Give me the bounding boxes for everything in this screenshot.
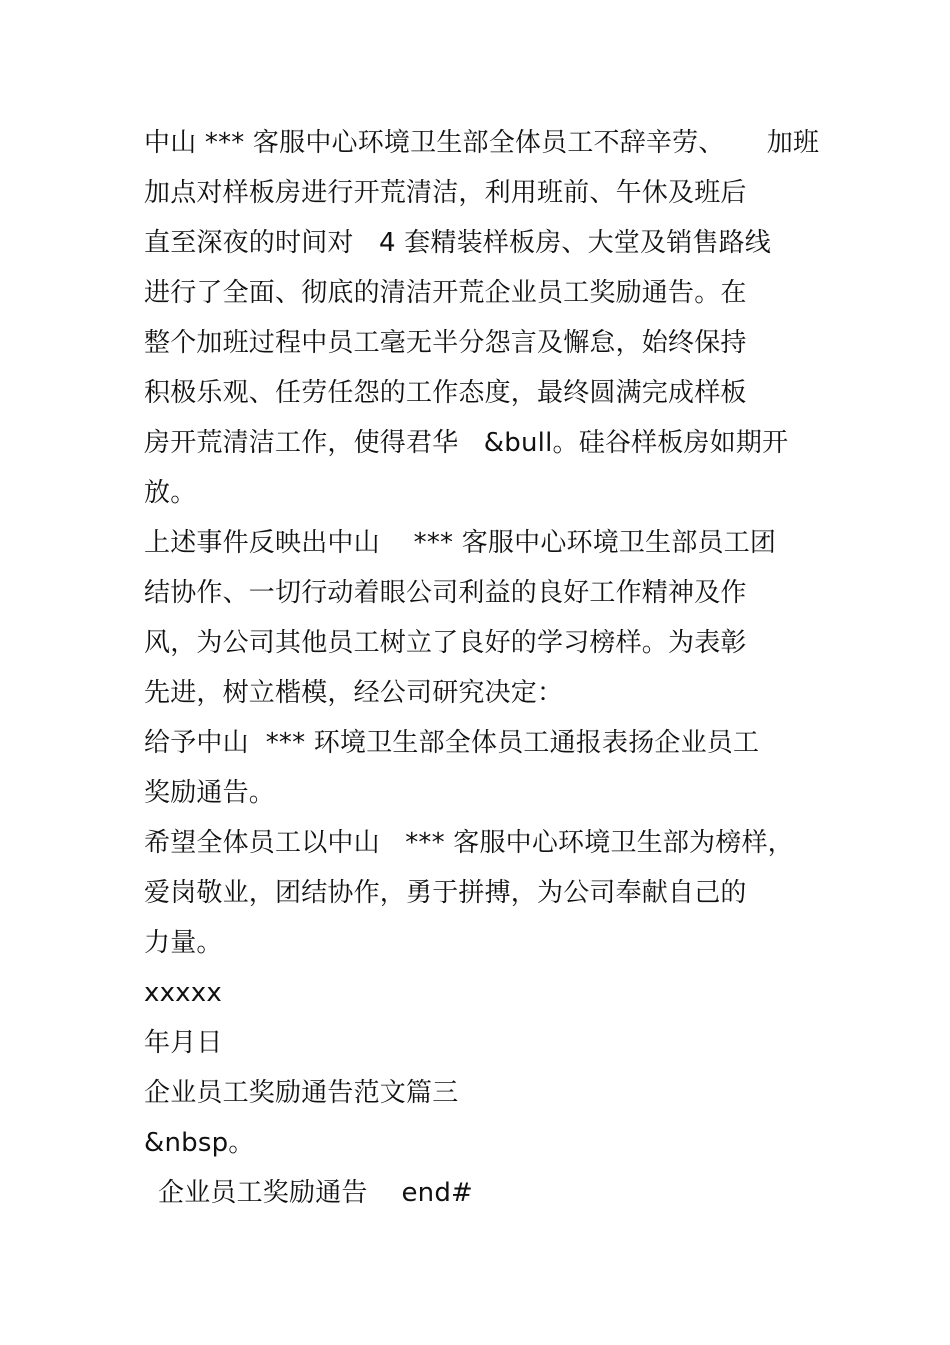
- text-line: 放。: [144, 478, 197, 508]
- text-line: 中山 *** 客服中心环境卫生部全体员工不辞辛劳、 加班: [144, 128, 820, 158]
- text-line: 上述事件反映出中山 *** 客服中心环境卫生部员工团: [144, 528, 777, 558]
- text-line: 希望全体员工以中山 *** 客服中心环境卫生部为榜样，: [144, 828, 794, 858]
- text-line: 力量。: [144, 928, 223, 958]
- text-line: 奖励通告。: [144, 778, 276, 808]
- text-line: 加点对样板房进行开荒清洁，利用班前、午休及班后: [144, 178, 747, 208]
- text-line: 整个加班过程中员工毫无半分怨言及懈怠，始终保持: [144, 328, 747, 358]
- text-line: 风，为公司其他员工树立了良好的学习榜样。为表彰: [144, 628, 747, 658]
- text-line: 积极乐观、任劳任怨的工作态度，最终圆满完成样板: [144, 378, 747, 408]
- footer-line: 企业员工奖励通告 end#: [158, 1178, 474, 1208]
- text-line: 先进，树立楷模，经公司研究决定：: [144, 678, 564, 708]
- signature-name: xxxxx: [144, 978, 222, 1008]
- text-line: 房开荒清洁工作，使得君华 &bull。硅谷样板房如期开: [144, 428, 789, 458]
- text-line: 直至深夜的时间对 4 套精装样板房、大堂及销售路线: [144, 228, 772, 258]
- text-line: 结协作、一切行动着眼公司利益的良好工作精神及作: [144, 578, 747, 608]
- document-body: [144, 118, 844, 1218]
- text-line: &nbsp。: [144, 1128, 255, 1158]
- text-line: 爱岗敬业，团结协作，勇于拼搏，为公司奉献自己的: [144, 878, 747, 908]
- text-line: 给予中山 *** 环境卫生部全体员工通报表扬企业员工: [144, 728, 760, 758]
- signature-date: 年月日: [144, 1028, 223, 1058]
- text-line: 进行了全面、彻底的清洁开荒企业员工奖励通告。在: [144, 278, 747, 308]
- section-title: 企业员工奖励通告范文篇三: [144, 1078, 459, 1108]
